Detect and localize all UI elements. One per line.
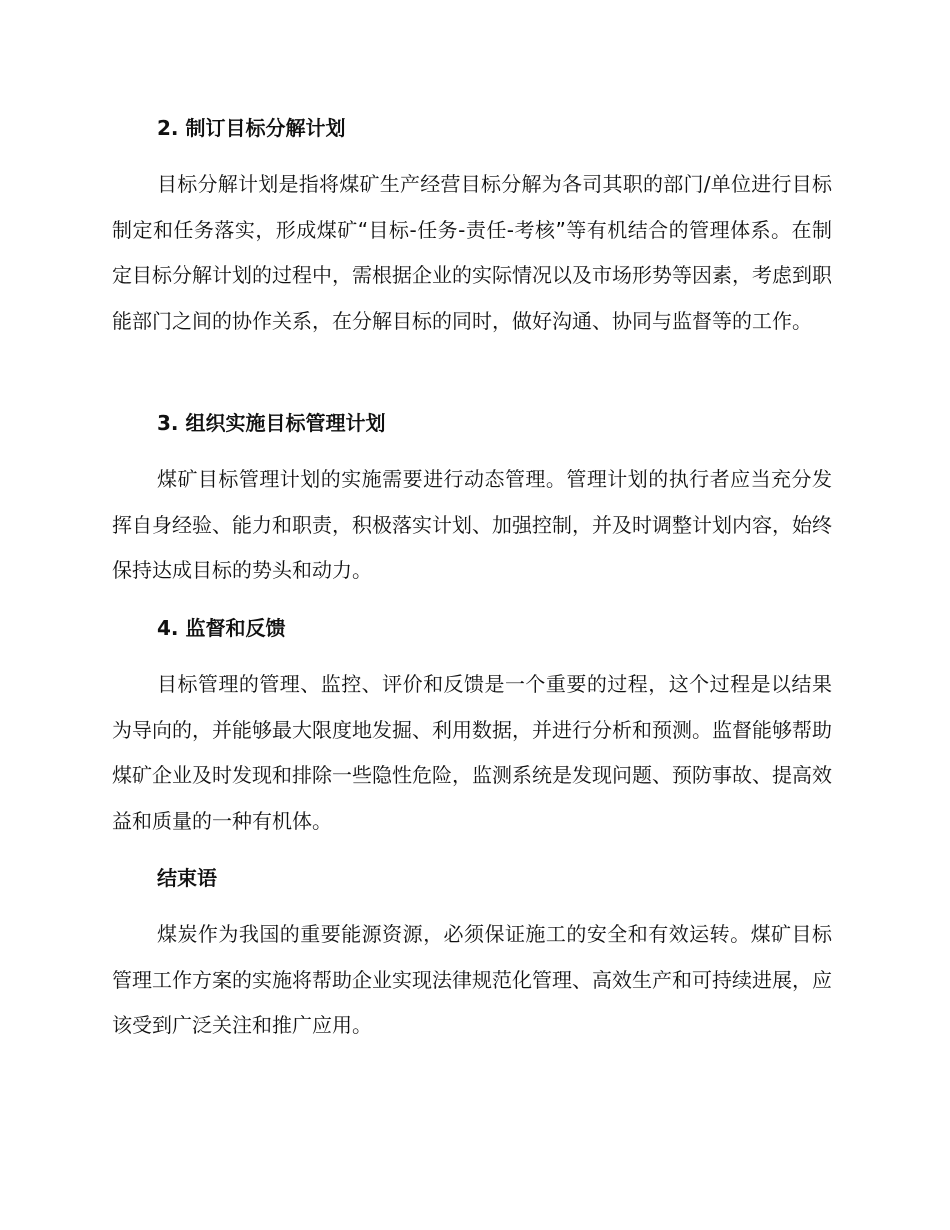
section-body-decomposition-plan: 目标分解计划是指将煤矿生产经营目标分解为各司其职的部门/单位进行目标制定和任务落实，形成煤矿“目标-任务-责任-考核”等有机结合的管理体系。在制定目标分解计划的过程中，需根据企业的实际情况以及市场形势等因素，考虑到职能部门之间的协作关系，在分解目标的同时，做好沟通、协同与监督等的工作。 bbox=[112, 172, 832, 333]
section-heading-conclusion: 结束语 bbox=[157, 866, 217, 890]
section-body-supervision: 目标管理的管理、监控、评价和反馈是一个重要的过程，这个过程是以结果为导向的，并能够最大限度地发掘、利用数据，并进行分析和预测。监督能够帮助煤矿企业及时发现和排除一些隐性危险，监测系统是发现问题、预防事故、提高效益和质量的一种有机体。 bbox=[112, 672, 832, 833]
section-body-implementation: 煤矿目标管理计划的实施需要进行动态管理。管理计划的执行者应当充分发挥自身经验、能力和职责，积极落实计划、加强控制，并及时调整计划内容，始终保持达成目标的势头和动力。 bbox=[112, 467, 832, 582]
section-heading-supervision: 4. 监督和反馈 bbox=[157, 616, 286, 640]
section-heading-implementation: 3. 组织实施目标管理计划 bbox=[157, 411, 386, 435]
section-body-conclusion: 煤炭作为我国的重要能源资源，必须保证施工的安全和有效运转。煤矿目标管理工作方案的实施将帮助企业实现法律规范化管理、高效生产和可持续进展，应该受到广泛关注和推广应用。 bbox=[112, 922, 832, 1037]
section-heading-decomposition-plan: 2. 制订目标分解计划 bbox=[157, 116, 346, 140]
